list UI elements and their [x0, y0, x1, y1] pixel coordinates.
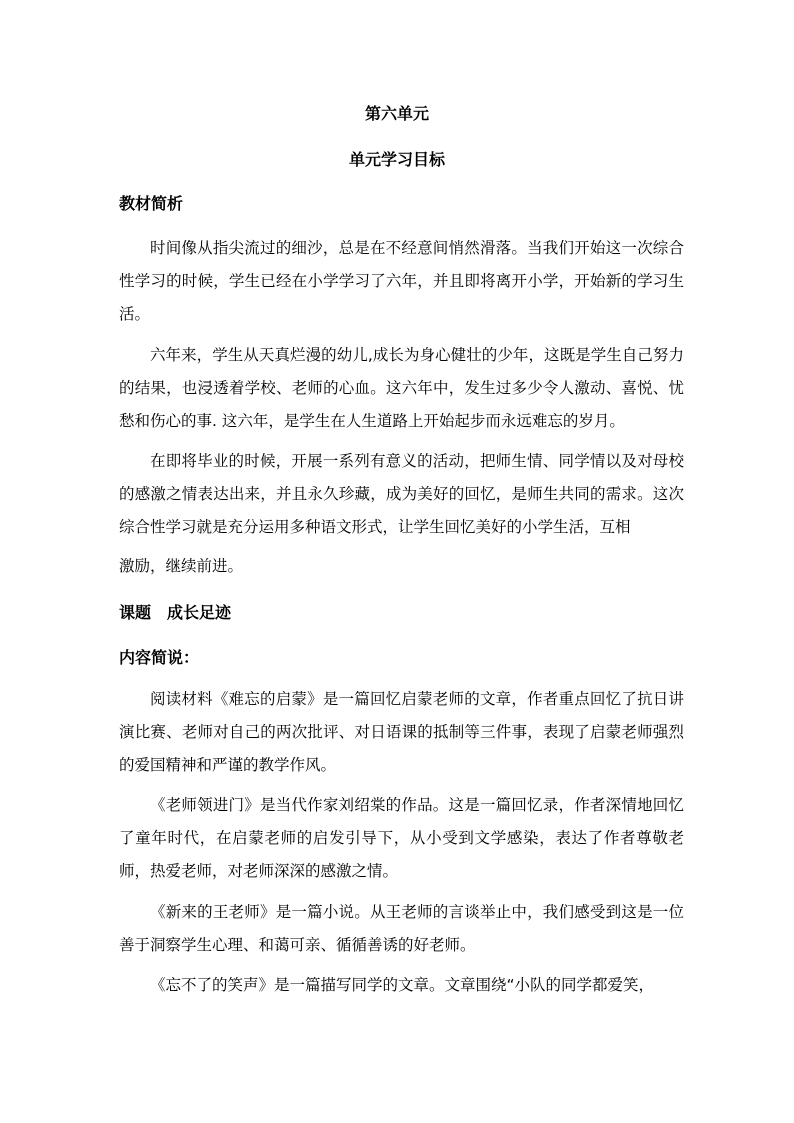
content-heading: 内容简说： — [119, 648, 200, 667]
topic-name: 成长足迹 — [167, 603, 232, 622]
content-paragraph-2: 《老师领进门》是当代作家刘绍棠的作品。这是一篇回忆录，作者深情地回忆了童年时代，在启蒙老师的启发引导下，从小受到文学感染，表达了作者尊敬老师，热爱老师，对老师深深的感激之情。 — [119, 796, 684, 880]
intro-paragraph-1: 时间像从指尖流过的细沙，总是在不经意间悄然滑落。当我们开始这一次综合性学习的时候，学生已经在小学学习了六年，并且即将离开小学，开始新的学习生活。 — [119, 239, 684, 323]
content-paragraph-1: 阅读材料《难忘的启蒙》是一篇回忆启蒙老师的文章，作者重点回忆了抗日讲演比赛、老师对自己的两次批评、对日语课的抵制等三件事，表现了启蒙老师强烈的爱国精神和严谨的教学作风。 — [119, 690, 684, 774]
intro-paragraph-3-continued: 激励，继续前进。 — [119, 557, 244, 575]
topic-label: 课题 — [119, 603, 152, 622]
content-paragraph-3: 《新来的王老师》是一篇小说。从王老师的言谈举止中，我们感受到这是一位善于洞察学生心理、和蔼可亲、循循善诱的好老师。 — [119, 903, 684, 954]
intro-paragraph-2: 六年来，学生从天真烂漫的幼儿,成长为身心健壮的少年，这既是学生自己努力的结果，也浸透着学校、老师的心血。这六年中，发生过多少令人激动、喜悦、忧愁和伤心的事. 这六年，是学生在人生道路上开始起步而永远难忘的岁月。 — [119, 346, 684, 430]
section-title: 单元学习目标 — [348, 150, 445, 169]
intro-paragraph-3: 在即将毕业的时候，开展一系列有意义的活动，把师生情、同学情以及对母校的感激之情表达出来，并且永久珍藏，成为美好的回忆，是师生共同的需求。这次综合性学习就是充分运用多种语文形式，让学生回忆美好的小学生活，互相 — [119, 452, 684, 536]
unit-title: 第六单元 — [364, 104, 429, 123]
content-paragraph-4: 《忘不了的笑声》是一篇描写同学的文章。文章围绕“小队的同学都爱笑， — [150, 976, 655, 994]
topic-heading — [119, 600, 231, 623]
materials-heading: 教材简析 — [119, 194, 184, 213]
